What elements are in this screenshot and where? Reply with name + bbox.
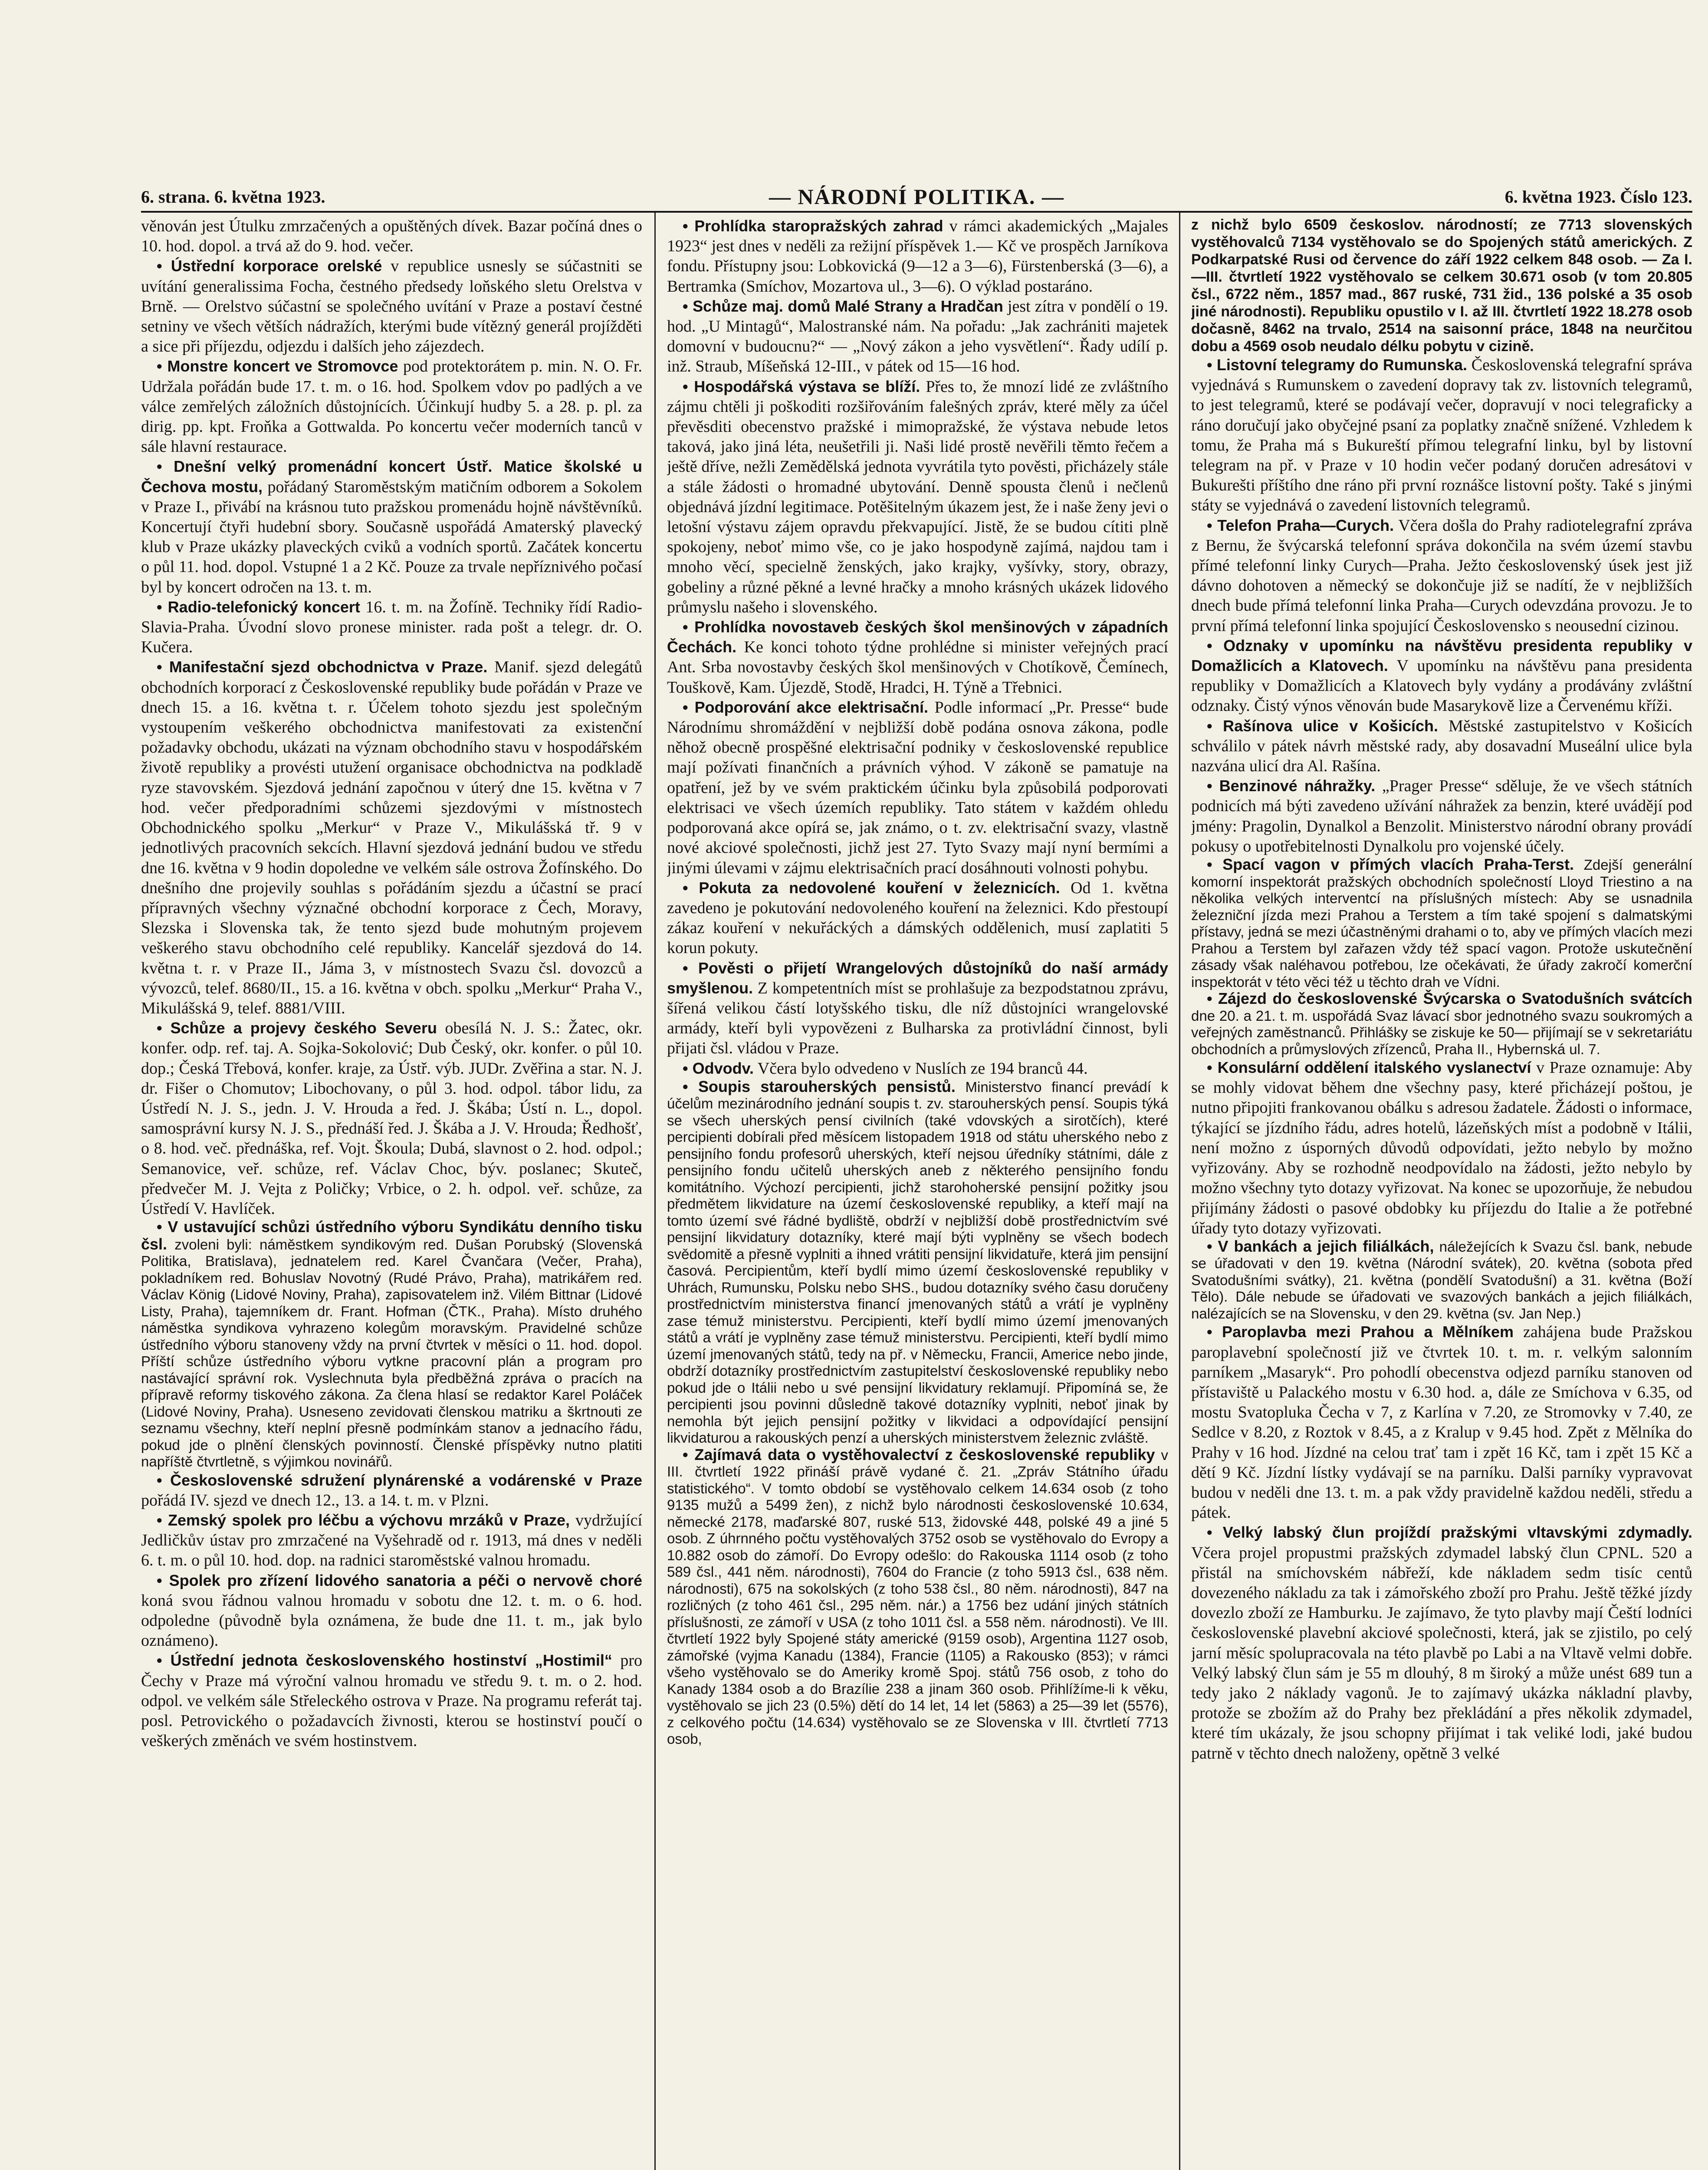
news-item-heading: • Radio-telefonický koncert — [157, 598, 360, 616]
news-item — [667, 1447, 1168, 1748]
news-item-heading: • Telefon Praha—Curych. — [1207, 516, 1394, 534]
news-item-heading: • Pokuta za nedovolené kouření v železnicích. — [683, 878, 1060, 897]
news-item — [141, 1571, 642, 1651]
news-item-text: V upomínku na návštěvu pana presidenta republiky v Domažlicích a Klatovech byly vydány a prodávány zvláštní odznaky. Čistý výnos věnován bude Masarykově lize a Červenému kříži. — [1191, 657, 1692, 715]
column-rule — [654, 213, 656, 2170]
news-item — [667, 377, 1168, 617]
news-item-heading: • Československé sdružení plynárenské a vodárenské v Praze — [157, 1471, 642, 1489]
news-item — [667, 878, 1168, 958]
news-item-text: dne 20. a 21. t. m. uspořádá Svaz lávací sbor jednotného svazu soukromých a veřejných zaměstnanců. Přihlášky se ziskuje ke 50— přijímají se v sekretariátu obchodních a průmyslových zřízenců, Praha II., Hybernská ul. 7. — [1191, 1007, 1692, 1057]
news-item — [141, 356, 642, 457]
news-item — [1191, 1322, 1692, 1522]
news-item-heading: • Zemský spolek pro léčbu a výchovu mrzáků v Praze, — [157, 1511, 570, 1529]
news-item-heading: • Soupis starouherských pensistů. — [683, 1077, 956, 1095]
news-item-heading: • Dnešní velký promenádní koncert Ústř. Matice školské u Čechova mostu, — [141, 457, 642, 496]
news-item-text: pod protektorátem p. min. N. O. Fr. Udržala pořádán bude 17. t. m. o 16. hod. Spolkem vdov po padlých a ve válce zemřelých záložních důstojnících. Účinkují hudby 5. a 28. p. pl. za dirig. pp. kpt. Froňka a Gottwalda. Po koncertu večer moderních tanců v sále hlavní restaurace. — [141, 357, 642, 456]
news-item-heading: • Monstre koncert ve Stromovce — [157, 357, 398, 375]
news-item-heading: • Schůze maj. domů Malé Strany a Hradčan — [683, 297, 1003, 315]
news-item — [141, 1470, 642, 1510]
news-item — [1191, 856, 1692, 990]
news-item-text: Zdejší generální komorní inspektorát pražských obchodních společností Lloyd Triestino a na několika velkých interventcí na příslušných místech: Aby se usnadnila železniční jízda mezi Prahou a Terstem a tím také spojení s dalmatskými přístavy, jedná se mezi účastněnými drahami o to, aby ve přímých vlacích mezi Prahou a Terstem byl zařazen vždy též spací vagon. Protože uskutečnění zásady však naléhavou potřebou, lze očekávati, že úřady zakročí komerční inspektorát v této věci též u těchto drah ve Vídni. — [1191, 857, 1692, 990]
header-date-right: 6. května 1923. — [1504, 187, 1616, 207]
news-item-heading: • Konsulární oddělení italského vyslanectví — [1207, 1059, 1531, 1077]
news-item — [141, 216, 642, 256]
news-item — [141, 1510, 642, 1571]
news-item — [141, 657, 642, 1018]
column-rule — [1179, 213, 1180, 2170]
page-number: 6. strana. — [141, 187, 210, 207]
news-item-heading: • V bankách a jejich filiálkách, — [1207, 1237, 1434, 1255]
news-item — [1191, 990, 1692, 1058]
news-item — [1191, 636, 1692, 716]
news-item — [1191, 216, 1692, 355]
news-item — [1191, 516, 1692, 636]
issue-number: Číslo 123. — [1620, 187, 1692, 207]
news-item-heading: • Zajímavá data o vystěhovalectví z československé republiky — [683, 1445, 1155, 1463]
news-item-text: obesílá N. J. S.: Žatec, okr. konfer. odp. ref. taj. A. Sojka-Sokolović; Dub Český, okr. konfer. o půl 10. dop.; Česká Třebová, konfer. kraje, za Ústř. výb. JUDr. Zvěřina a star. N. J. dr. Fišer o Chomutov; Libochovany, o půl 3. hod. odpol. tábor lidu, za Ústředí N. J. S., jedn. J. V. Hrouda a řed. J. Škába; Ústí n. L., dopol. samosprávní kursy N. J. S., přednáší řed. J. Škába a J. V. Hrouda; Ředhošť, o 8. hod. več. přednáška, ref. Vojt. Škoula; Dubá, slavnost o 2. hod. odpol.; Semanovice, veř. schůze, ref. Václav Choc, býv. poslanec; Skuteč, předvečer M. J. Vejta z Poličky; Vrbice, o 2. h. odpol. veř. schůze, za Ústředí V. Havlíček. — [141, 1019, 642, 1218]
column-1 — [141, 216, 642, 2170]
news-item-text: zahájena bude Pražskou paroplavební společností již ve čtvrtek 10. t. m. r. velkým salonním parníkem „Masaryk“. Pro pohodlí obecenstva odjezd parníku stanoven od přístaviště u Palackého mostu v 6.30 hod. a, dále ze Smíchova v 6.35, od mostu Svatopluka Čecha v 7, z Karlína v 7.20, ze Stromovky v 7.40, ze Sedlce v 8.20, z Roztok v 8.45, a z Kralup v 9.45 hod. Zpět z Mělníka do Prahy v 16 hod. Jízdné na celou trať tam i zpět 16 Kč, tam i zpět 15 Kč a dětí 9 Kč. Jízdní lístky vydávají se na parníku. Dalši parníky vypravovat budou v neděli dne 13. t. m. a pak vždy pravidelně každou neděli, středu a pátek. — [1191, 1323, 1692, 1522]
news-item — [1191, 355, 1692, 516]
news-item — [141, 1018, 642, 1219]
header-right — [1505, 187, 1692, 207]
news-item — [667, 617, 1168, 697]
news-item-heading: • Rašínova ulice v Košicích. — [1207, 717, 1439, 735]
news-item — [1191, 776, 1692, 856]
news-item-text: 16. t. m. na Žofíně. Techniky řídí Radio-Slavia-Praha. Úvodní slovo pronese minister. rada pošt a telegr. dr. O. Kučera. — [141, 598, 642, 657]
news-item-text: pořádaný Staroměstským matičním odborem a Sokolem v Praze I., přivábí na krásnou tuto pražskou promenádu hojně návštěvníků. Koncertují čtyři hudební sbory. Současně uspořádá Amaterský plavecký klub v Praze ukázky plaveckých cviků a vodních sportů. Začátek koncertu o půl 11. hod. dopol. Vstupné 1 a 2 Kč. Pouze za trvale nepříznivého počasí byl by koncert odročen na 13. t. m. — [141, 477, 642, 596]
news-item-text: zvoleni byli: náměstkem syndikovým red. Dušan Porubský (Slovenská Politika, Bratislava), jednatelem red. Karel Čvančara (Večer, Praha), pokladníkem red. Bohuslav Novotný (Rudé Právo, Praha), matrikářem red. Václav König (Lidové Noviny, Praha), zapisovatelem inž. Vilém Bittnar (Lidové Listy, Praha), tajemníkem dr. Frant. Hofman (ČTK., Praha). Místo druhého náměstka syndikova vyhrazeno kolegům moravským. Pravidelné schůze ústředního výboru stanoveny vždy na první čtvrtek v měsíci o 11. hod. dopol. Příští schůze ústředního výboru vytkne pracovní plán a program pro nastávající správní rok. Vyslechnuta byla předběžná zpráva o pracích na přípravě reformy tiskového zákona. Za člena hlasí se redaktor Karel Poláček (Lidové Noviny, Praha). Usneseno zevidovati členskou matriku a škrtnouti ze seznamu všechny, kteří neplní přesně podmínkám stanov a jednacího řádu, pokud jde o plnění členských povinností. Členské příspěvky nutno platiti napříště čtvrtletně, s výjimkou novinářů. — [141, 1236, 642, 1470]
news-item-heading: • Paroplavba mezi Prahou a Mělníkem — [1207, 1323, 1514, 1341]
news-item — [1191, 1522, 1692, 1763]
news-item-heading: • Manifestační sjezd obchodnictva v Praze. — [157, 658, 488, 676]
news-item — [667, 216, 1168, 296]
news-item-heading: • Benzinové náhražky. — [1207, 777, 1376, 795]
news-item-text: vydržující Jedličkův ústav pro zmrzačené na Vyšehradě od r. 1913, má dnes v neděli 6. t. m. o půl 10. hod. dop. na radnici staroměstské valnou hromadu. — [141, 1511, 642, 1570]
news-item — [1191, 716, 1692, 776]
news-item — [667, 958, 1168, 1059]
news-item-heading: • Pověsti o přijetí Wrangelových důstojníků do naší armády smyšlenou. — [667, 959, 1168, 997]
news-item-text: v III. čtvrtletí 1922 přináší právě vydané č. 21. „Zpráv Státního úřadu statistického“. V tomto období se vystěhovalo celkem 14.634 osob (z toho 9135 mužů a 5499 žen), z nichž bylo národnosti československé 10.634, německé 2178, maďarské 807, ruské 513, židovské 448, polské 49 a jiné 5 osob. Z úhrnného počtu vystěhovalých 3752 osob se vystěhovalo do Evropy a 10.882 osob do zámoří. Do Evropy odešlo: do Rakouska 1114 osob (z toho 589 čsl., 441 něm. národnosti), 7604 do Francie (z toho 5913 čsl., 638 něm. národnosti), 675 na sokolských (z toho 538 čsl., 80 něm. národnosti), 847 na rozličných (z toho 461 čsl., 295 něm. nár.) a 1756 bez udání jiných státních příslušnosti, ze zámoří v USA (z toho 1011 čsl. a 558 něm. národnosti). Ve III. čtvrtletí 1922 byly Spojené státy americké (9159 osob), Argentina 1127 osob, zámořské (vyjma Kanadu (1384), Francie (1105) a Rakousko (853); v rámci všeho vystěhovalo se do Ameriky kromě Spoj. států 756 osob, z toho do Kanady 1384 osob a do Brazílie 238 a jinam 360 osob. Přihlížíme-li k věku, vystěhovalo se jich 23 (0.5%) dětí do 14 let, 14 let (5863) a 25—39 let (5576), z celkového počtu (14.634) vystěhovalo se ze Slovenska v III. čtvrtletí 7713 osob, — [667, 1447, 1168, 1747]
news-item — [667, 1078, 1168, 1447]
news-item — [667, 697, 1168, 878]
newspaper-page — [141, 0, 1692, 2170]
news-item-heading: • Velký labský člun projíždí pražskými vltavskými zdymadly. — [1207, 1523, 1692, 1542]
news-item-text: Včera došla do Prahy radiotelegrafní zpráva z Bernu, že švýcarská telefonní správa dokončila na svém území stavbu přímé telefonní linky Curych—Praha. Ježto československý úsek jest již dávno dohotoven a německý se dokončuje již se nadítí, že v nejbližších dnech bude přímá telefonní linka Praha—Curych odevzdána provozu. Je to první přímá telefonní linka spojující Československo s neousední cizinou. — [1191, 516, 1692, 635]
page-header — [141, 185, 1692, 213]
column-3 — [1191, 216, 1692, 2170]
column-2 — [667, 216, 1168, 2170]
news-item-text: Včera projel propustmi pražských zdymadel labský člun CPNL. 520 a přistál na smíchovském nábřeží, kde nákladem sedm tisíc centů dovezeného nákladu za tak i zámořského zboží pro Prahu. Ještě těžké jízdy dovezlo zboží ze Hamburku. Je zajímavo, že tyto plavby mají Čeští lodníci československé plavební akciové společnosti, která, jak se zjistilo, po celý jarní měsíc spolupracovala na této plavbě po Labi a na Vltavě velmi dobře. Velký labský člun sám je 55 m dlouhý, 8 m široký a může unést 689 tun a tedy jako 2 náklady vagonů. Je to zajímavý ukázka nákladní plavby, protože se zbožím až do Prahy bez překládání a přes několik zdymadel, které tím ukázaly, že jsou schopny přijímat i tak veliké lodi, jaké budou patrně v těchto dnech naloženy, opětně 3 velké — [1191, 1543, 1692, 1762]
news-item-text: pořádá IV. sjezd ve dnech 12., 13. a 14. t. m. v Plzni. — [141, 1491, 489, 1509]
news-item-heading: • Ústřední jednota československého hostinství „Hostimil“ — [157, 1651, 612, 1670]
news-item — [1191, 1058, 1692, 1238]
news-item-text: Ministerstvo financí prevádí k účelům mezinárodního jednání soupis t. zv. starouherských pensí. Soupis týká se všech uherských pensí civilních (také vdovských a sirotčích), které percipienti dobírali před měsícem listopadem 1918 od státu uherského nebo z pensijního fondu profesorů uherských, kteří nejsou úředníky státními, dále z pensijního fondu učitelů uherských aneb z některého pensijního fondu komitátního. Výchozí percipienti, jichž starohoherské pensijní požitky jsou předmětem likvidature na území československé republiky, a kteří mají na tomto území své řádné bydliště, obdrží v nejbližší době prostřednictvím své pensijní likvidatury dotazníky, které mají býti vyplněny se všech bodech svědomitě a přesně vyplniti a ihned vrátiti pensijní likvidatuře, která jim pensijní časová. Percipientům, kteří bydlí mimo území československé republiky v Uhrách, Rumunsku, Polsku nebo SHS., budou dotazníky svého času doručeny prostřednictvím ministerstva financí jmenovaných států a vrátí je vyplněny zase témuž ministerstvu. Percipienti, kteří bydlí mimo území jmenovaných států a vrátí je vyplněny zase témuž ministerstvu. Percipienti, kteří bydlí mimo území jmenovaných států, tedy na př. v Německu, Francii, Americe nebo jinde, obdrží dotazníky prostřednictvím zastupitelství československé republiky nebo pokud jde o Itálii nebo u své pensijní likvidatury reklamují. Připomíná se, že percipienti jsou povinni důsledně takové dotazníky vyplniti, neboť jinak by nemohla být jejich pensijní požitky v likvidaci a odpovídající pensijní likvidaturou a rakouských penzí a uherských ministerstvem železnic zvláště. — [667, 1078, 1168, 1446]
news-item-text: pro Čechy v Praze má výroční valnou hromadu ve středu 9. t. m. o 2. hod. odpol. ve velkém sále Střeleckého ostrova v Praze. Na programu referát taj. posl. Petrovického o požadavcích živnosti, kterou se hostinství poučí o veškerých změnách ve svém hostinstvem. — [141, 1651, 642, 1750]
news-item — [141, 597, 642, 658]
news-item-text: věnován jest Útulku zmrzačených a opuštěných dívek. Bazar počíná dnes o 10. hod. dopol. a trvá až do 9. hod. večer. — [141, 217, 642, 256]
news-item-text: náležejících k Svazu čsl. bank, nebude se úřadovati v den 19. května (Národní svátek), 20. května (sobota před Svatodušními svátky), 21. května (pondělí Svatodušní) a 31. května (Boží Tělo). Dále nebude se úřadovati ve svazových bankách a jejich filiálkách, nalézajících se na Slovensku, v den 29. května (sv. Jan Nep.) — [1191, 1238, 1692, 1322]
news-item — [667, 1059, 1168, 1078]
news-item-text: Přes to, že mnozí lidé ze zvláštního zájmu chtěli ji poškoditi rozšiřováním falešných zpráv, které měly za účel převěsditi obecenstvo pražské i mimopražské, že výstava nebude letos taková, jako jiná léta, neušetřili ji. Naši lidé prostě nevěřili těmto řečem a ještě dříve, nežli Zemědělská jednota vyvrátila tyto pověsti, přicházely stále a stále žádosti o hromadné ubytování. Denně spousta členů i nečlenů objednává jízdní legitimace. Potěšitelným úkazem jest, že i naše ženy jevi o letošní výstavu zájem opravdu překvapující. Jistě, že se budou cítiti plně spokojeny, neboť mimo vše, co je jako hospodyně zajímá, najdou tam i mnoho věcí, specielně ženských, jako krajky, vyšívky, story, obrazy, gobeliny a různé pěkné a levné hračky a mnoho krásných ukázek lidového průmyslu našeho i slovenského. — [667, 377, 1168, 616]
news-item-text: v republice usnesly se súčastniti se uvítání generalissima Focha, čestného předsedy loňského sletu Orelstva v Brně. — Orelstvo súčastní se společného uvítání v Praze a postaví čestné setniny ve všech větších nádražích, kterými bude vítězný generál projížděti a sice při příjezdu, odjezdu i dalších jeho zájezdech. — [141, 257, 642, 356]
news-item-text: v Praze oznamuje: Aby se mohly vidovat během dne všechny pasy, které přicházejí poštou, je nutno připojiti frankovanou obálku s adresou žadatele. Žádosti o informace, týkající se jízdního řádu, adres hotelů, lázeňských míst a podobně v Itálii, není možno z úsporných důvodů odpovídati, ježto nebylo by možno vyřizovány. Aby se rozhodně neodpovídalo na žádosti, ježto nebylo by možno všechny tyto dotazy vyřizovat. Na konec se upozorňuje, že nebudou přijímány žádosti o pasové obdobky ku příjezdu do Italie a že potřebné úřady tyto dotazy vyřizovati. — [1191, 1059, 1692, 1237]
news-item-text: jest zítra v pondělí o 19. hod. „U Mintagů“, Malostranské nám. Na pořadu: „Jak zachrániti majetek domovní v budoucnu?“ — „Nový zákon a jeho vysvětlení“. Řady udílí p. inž. Straub, Míšeňská 12-III., v pátek od 15—16 hod. — [667, 297, 1168, 376]
news-item-heading: • Zájezd do československé Švýcarska o Svatodušních svátcích — [1207, 990, 1692, 1008]
news-item — [141, 457, 642, 597]
news-item — [141, 1219, 642, 1470]
news-item-text: Manif. sjezd delegátů obchodních korporací z Československé republiky bude pořádán v Praze ve dnech 15. a 16. května t. r. Účelem tohoto sjezdu jest společným vystoupením veškerého obchodnictva manifestovati za existenční požadavky obchodu, ukázati na význam obchodního stavu v hospodářském životě republiky a provésti utužení organisace obchodnictva na podkladě ryze stavovském. Sjezdová jednání započnou v úterý dne 15. května v 7 hod. večer předporadními schůzemi sjezdovými v místnostech Obchodnického spolku „Merkur“ v Praze V., Mikulášská tř. 9 v jednotlivých pracovních sekcích. Hlavní sjezdová jednání budou ve středu dne 16. května v 9 hodin dopoledne ve velkém sále ostrova Žofínského. Do dnešního dne projevily souhlas s pořádáním sjezdu a účastní se prací přípravných všechny význačné obchodní korporace z Čech, Moravy, Slezska i Slovenska tak, že tento sjezd bude mohutným projevem veškerého stavu obchodního celé republiky. Kancelář sjezdová do 14. května t. r. v Praze II., Jámа 3, v místnostech Svazu čsl. dovozců a vývozců, telef. 8680/II., 15. a 16. května v obch. spolku „Merkur“ Praha V., Mikulášská 9, telef. 8881/VIII. — [141, 658, 642, 1017]
news-item-text: Ke konci tohoto týdne prohlédne si minister veřejných prací Ant. Srba novostavby českých škol menšinových v Chotíkově, Čemínech, Touškově, Kam. Újezdě, Stodě, Hradci, H. Týně a Třebnici. — [667, 638, 1168, 697]
news-item-text: z nichž bylo 6509 českoslov. národností; ze 7713 slovenských vystěhovalců 7134 vystěhovalo se do Spojených států amerických. Z Podkarpatské Rusi od července do září 1922 celkem 848 osob. — Za I.—III. čtvrtletí 1922 vystěhovalo se celkem 30.671 osob (v tom 20.805 čsl., 6722 něm., 1857 mad., 867 ruské, 731 žid., 136 polské a 35 osob jiné národnosti). Republiku opustilo v I. až III. čtvrtletí 1922 18.278 osob dočasně, 8462 na trvalo, 2514 na saisonní práce, 1848 na neurčitou dobu a 4569 osob neudalo délku pobytu v cizině. — [1191, 217, 1692, 355]
news-item-heading: • Spací vagon v přímých vlacích Praha-Terst. — [1207, 855, 1574, 874]
news-item-text: Podle informací „Pr. Presse“ bude Národnímu shromáždění v nejbližší době podána osnova zákona, podle něhož obecně prospěšné elektrisační podniky v československé republice mají požívati finančních a právních výhod. V zákoně se pamatuje na opatření, jež by ve svém praktickém účinku byla způsobilá podporovati elektrisaci ve všech územích republiky. Tato státem v každém ohledu podporovaná akce opírá se, jak známo, o t. zv. elektrisační svazy, vlastně nové akciové společnosti, jichž jest 27. Tyto Svazy mají nyní bermími a jinými úlevami v zájmu elektrisačních prací dosáhnouti volnosti pohybu. — [667, 698, 1168, 877]
news-item-text: v rámci akademických „Majales 1923“ jest dnes v neděli za režijní příspěvek 1.— Kč ve prospěch Jarníkova fondu. Přístupny jsou: Lobkovická (9—12 a 3—6), Fürstenberská (3—6), a Bertramka (Smíchov, Mozartova ul., 3—6). O výklad postaráno. — [667, 217, 1168, 296]
masthead-title: — NÁRODNÍ POLITIKA. — — [769, 184, 1064, 209]
news-item — [141, 1651, 642, 1751]
news-item-text: Městské zastupitelstvo v Košicích schválilo v pátek návrh městské rady, aby dosavadní Museální ulice byla nazvána ulicí dra Al. Rašína. — [1191, 717, 1692, 776]
news-item-text: „Prager Presse“ sděluje, že ve všech státních podnicích má býti zavedeno užívání náhražek za benzin, které uvádějí pod jmény: Pragolin, Dynalkol a Benzolit. Ministerstvo národní obrany provádí pokusy o upotřebitelnosti Dynalkolu pro vojenské účely. — [1191, 777, 1692, 855]
news-item-heading: • Schůze a projevy českého Severu — [157, 1019, 437, 1037]
news-item-heading: • Odvodv. — [683, 1059, 754, 1077]
header-date-left: 6. května 1923. — [214, 187, 325, 207]
news-item-text: koná svou řádnou valnou hromadu v sobotu dne 12. t. m. o 6. hod. odpoledne (původně byla oznámena, že bude dne 11. t. m., jak bylo oznámeno). — [141, 1591, 642, 1650]
news-item-heading: • Hospodářská výstava se blíží. — [683, 377, 920, 395]
news-item — [667, 296, 1168, 377]
news-item-text: Včera bylo odvedeno v Nuslích ze 194 branců 44. — [757, 1059, 1088, 1078]
news-item-heading: • Ústřední korporace orelské — [157, 257, 382, 275]
news-item-heading: • V ustavující schůzi ústředního výboru Syndikátu denního tisku čsl. — [141, 1218, 642, 1253]
news-item-heading: • Prohlídka novostaveb českých škol menšinových v západních Čechách. — [667, 618, 1168, 656]
news-item-heading: • Odznaky v upomínku na návštěvu presidenta republiky v Domažlicích a Klatovech. — [1191, 636, 1692, 675]
news-item-heading: • Podporování akce elektrisační. — [683, 698, 929, 716]
news-item-text: Československá telegrafní správa vyjednává s Rumunskem o zavedení dopravy tak zv. listovních telegramů, to jest telegramů, které se podávají večer, dopravují v noci telegraficky a ráno doručují jako obyčejné psaní za poplatky značně snížené. Vzhledem k tomu, že Praha má s Bukureští přímou telegrafní linku, byl by listovní telegram na př. v Praze v 10 hodin večer podaný doručen adresátovi v Bukurešti příštího dne ráno při první roznášce listovní pošty. Také s jinými státy se vyjednává o zavedení listovních telegramů. — [1191, 356, 1692, 515]
news-item-heading: • Spolek pro zřízení lidového sanatoria a péči o nervově choré — [157, 1571, 642, 1589]
news-item-heading: • Listovní telegramy do Rumunska. — [1207, 356, 1467, 374]
news-item — [141, 256, 642, 356]
news-item-heading: • Prohlídka staropražských zahrad — [683, 217, 943, 235]
news-item-text: Z kompetentních míst se prohlašuje za bezpodstatnou zprávu, šířená velikou částí lotyšského tisku, dle níž důstojníci wrangelovské armády, kteří byli vypovězeni z Bulharska za protivládní činnost, byli přijati čsl. vládou v Praze. — [667, 979, 1168, 1058]
news-item-text: Od 1. května zavedeno je pokutování nedovoleného kouření na železnici. Kdo přestoupí zákaz kouření v nekuřáckých a dámských oddělenich, musí zaplatiti 5 korun pokuty. — [667, 878, 1168, 957]
news-item — [1191, 1238, 1692, 1322]
